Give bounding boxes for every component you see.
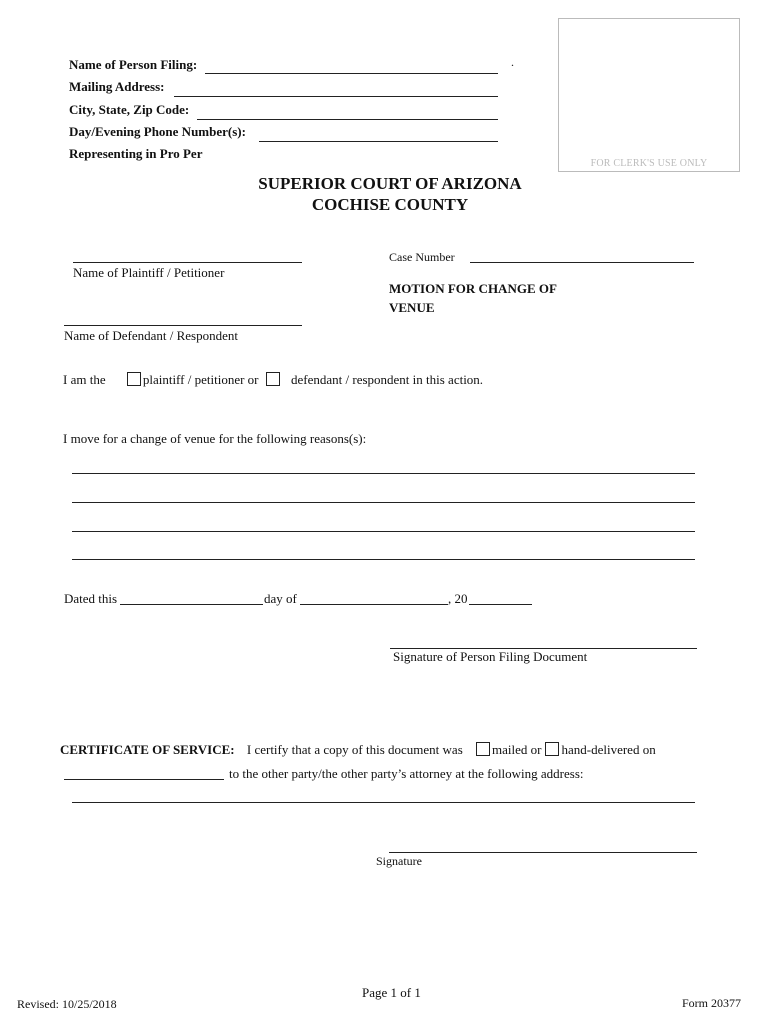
- mailed-label: mailed or: [492, 742, 542, 757]
- service-date-field[interactable]: [64, 779, 224, 780]
- revised-date: Revised: 10/25/2018: [17, 997, 117, 1011]
- dated-this-label: Dated this: [64, 591, 118, 606]
- certificate-row: [60, 742, 656, 758]
- case-number-field[interactable]: [470, 262, 694, 263]
- phone-number-field[interactable]: [259, 141, 498, 142]
- form-number: Form 20377: [682, 996, 742, 1010]
- motion-title-line1: MOTION FOR CHANGE OF: [389, 281, 557, 296]
- court-title: SUPERIOR COURT OF ARIZONA: [258, 174, 522, 193]
- reason-line[interactable]: [72, 502, 695, 503]
- clerk-use-box: [558, 18, 740, 172]
- plaintiff-label: Name of Plaintiff / Petitioner: [73, 265, 225, 280]
- day-of-label: day of: [264, 591, 297, 606]
- certificate-text: I certify that a copy of this document was: [246, 742, 463, 757]
- role-prefix: I am the: [63, 372, 106, 387]
- case-number-label: Case Number: [389, 250, 455, 264]
- court-county: COCHISE COUNTY: [311, 195, 469, 214]
- phone-number-label: Day/Evening Phone Number(s):: [69, 124, 246, 139]
- mailing-address-label: Mailing Address:: [69, 79, 165, 94]
- role-option-defendant: defendant / respondent in this action.: [291, 372, 484, 387]
- role-row: [63, 372, 483, 388]
- cert-signature-line[interactable]: [389, 852, 697, 853]
- certificate-line2: to the other party/the other party’s attorney at the following address:: [229, 766, 584, 781]
- defendant-checkbox[interactable]: [266, 372, 280, 386]
- motion-title-line2: VENUE: [389, 300, 435, 315]
- city-state-zip-field[interactable]: [197, 119, 498, 120]
- year-prefix-label: , 20: [448, 591, 468, 606]
- signature-label: Signature of Person Filing Document: [393, 649, 588, 664]
- dated-month-field[interactable]: [300, 604, 448, 605]
- dated-day-field[interactable]: [120, 604, 263, 605]
- plaintiff-checkbox[interactable]: [127, 372, 141, 386]
- reason-line[interactable]: [72, 559, 695, 560]
- city-state-zip-label: City, State, Zip Code:: [69, 102, 190, 117]
- hand-delivered-label: hand-delivered on: [561, 742, 656, 757]
- clerk-use-label: FOR CLERK'S USE ONLY: [590, 158, 708, 169]
- reasons-label: I move for a change of venue for the following reasons(s):: [63, 431, 367, 446]
- representing-in-pro-per: Representing in Pro Per: [69, 146, 203, 161]
- stray-mark: .: [511, 55, 514, 69]
- mailed-checkbox[interactable]: [476, 742, 490, 756]
- certificate-heading: CERTIFICATE OF SERVICE:: [60, 742, 235, 757]
- page-number: Page 1 of 1: [362, 985, 421, 1000]
- service-address-line[interactable]: [72, 802, 695, 803]
- defendant-label: Name of Defendant / Respondent: [64, 328, 239, 343]
- reason-line[interactable]: [72, 473, 695, 474]
- mailing-address-field[interactable]: [174, 96, 498, 97]
- dated-year-field[interactable]: [469, 604, 532, 605]
- plaintiff-name-field[interactable]: [73, 262, 302, 263]
- hand-delivered-checkbox[interactable]: [545, 742, 559, 756]
- reason-line[interactable]: [72, 531, 695, 532]
- name-of-person-filing-label: Name of Person Filing:: [69, 57, 198, 72]
- cert-signature-label: Signature: [376, 854, 422, 868]
- role-option-plaintiff: plaintiff / petitioner or: [142, 372, 259, 387]
- defendant-name-field[interactable]: [64, 325, 302, 326]
- name-of-person-filing-field[interactable]: [205, 73, 498, 74]
